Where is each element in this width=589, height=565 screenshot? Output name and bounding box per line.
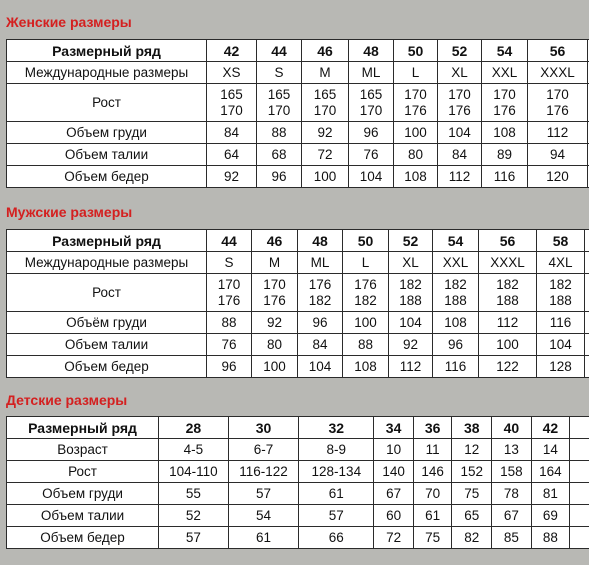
size-value-line: 170: [263, 276, 286, 292]
size-value-cell: 61: [413, 505, 452, 527]
size-value-cell: XL: [438, 62, 482, 84]
size-value-cell: 76: [207, 334, 252, 356]
kids-size-table: [6, 416, 589, 549]
size-value-cell: 12: [452, 439, 492, 461]
table-row: [7, 144, 589, 166]
size-value-cell: 88: [207, 312, 252, 334]
size-value-line: 176: [308, 276, 332, 292]
size-value-cell: 96: [349, 122, 394, 144]
size-value-cell: [302, 84, 349, 122]
size-header-cell: 40: [492, 417, 532, 439]
table-row: [7, 356, 589, 378]
size-value-cell: [528, 84, 588, 122]
size-header-cell: 52: [389, 230, 433, 252]
size-value-cell: 80: [252, 334, 298, 356]
size-value-cell: 78: [492, 483, 532, 505]
header-label: Размерный ряд: [7, 230, 207, 252]
filler-cell: [570, 439, 589, 461]
row-label: Объем бедер: [7, 166, 207, 188]
filler-cell: [570, 461, 589, 483]
size-value-line: 165: [359, 86, 383, 102]
size-value-cell: [343, 274, 389, 312]
size-value-cell: 76: [349, 144, 394, 166]
size-value-cell: 4XL: [537, 252, 585, 274]
size-value-cell: 55: [159, 483, 229, 505]
row-label: Международные размеры: [7, 252, 207, 274]
size-header-cell: 48: [349, 40, 394, 62]
size-value-cell: 146: [413, 461, 452, 483]
size-value-cell: 80: [394, 144, 438, 166]
filler-cell: [570, 417, 589, 439]
size-value-line: 176: [546, 102, 569, 118]
size-header-cell: 54: [482, 40, 528, 62]
size-value-line: 170: [493, 86, 516, 102]
size-value-cell: 6-7: [228, 439, 299, 461]
size-value-cell: [438, 84, 482, 122]
size-value-cell: 57: [299, 505, 374, 527]
size-value-line: 176: [448, 102, 471, 118]
size-value-cell: 116: [537, 312, 585, 334]
size-value-line: 188: [496, 292, 519, 308]
size-value-line: 176: [263, 292, 286, 308]
size-value-cell: 72: [302, 144, 349, 166]
size-value-cell: L: [343, 252, 389, 274]
size-value-cell: 94: [528, 144, 588, 166]
row-label: Объем бедер: [7, 356, 207, 378]
size-value-cell: XXL: [433, 252, 479, 274]
header-row: [7, 417, 589, 439]
size-value-cell: 85: [492, 527, 532, 549]
size-value-cell: 108: [433, 312, 479, 334]
size-value-cell: 54: [228, 505, 299, 527]
size-value-line: 170: [220, 102, 243, 118]
size-value-cell: 92: [252, 312, 298, 334]
size-value-cell: [207, 274, 252, 312]
size-value-cell: 112: [438, 166, 482, 188]
size-value-cell: [349, 84, 394, 122]
size-value-cell: 112: [528, 122, 588, 144]
size-value-cell: 75: [452, 483, 492, 505]
row-label: Объем талии: [7, 334, 207, 356]
size-header-cell: 50: [343, 230, 389, 252]
women-section-title: Женские размеры: [6, 14, 132, 30]
size-value-cell: 158: [492, 461, 532, 483]
size-header-cell: 56: [479, 230, 537, 252]
size-header-cell: 48: [298, 230, 343, 252]
row-label: Международные размеры: [7, 62, 207, 84]
size-value-cell: 100: [252, 356, 298, 378]
size-header-cell: 54: [433, 230, 479, 252]
filler-cell: [570, 505, 589, 527]
size-value-cell: 61: [299, 483, 374, 505]
kids-section-title: Детские размеры: [6, 392, 128, 408]
row-label: Объем талии: [7, 505, 159, 527]
size-value-cell: 57: [228, 483, 299, 505]
size-value-cell: 14: [531, 439, 570, 461]
size-value-cell: 57: [159, 527, 229, 549]
size-header-cell: 58: [537, 230, 585, 252]
filler-cell: [585, 252, 589, 274]
size-value-cell: [298, 274, 343, 312]
size-value-cell: 88: [531, 527, 570, 549]
table-row: [7, 274, 589, 312]
table-row: [7, 334, 589, 356]
size-value-cell: [394, 84, 438, 122]
size-value-cell: 65: [452, 505, 492, 527]
size-value-cell: [207, 84, 257, 122]
row-label: Объем груди: [7, 483, 159, 505]
size-value-cell: 92: [207, 166, 257, 188]
size-value-line: 182: [308, 292, 332, 308]
size-header-cell: 36: [413, 417, 452, 439]
header-row: [7, 40, 589, 62]
size-value-cell: 92: [302, 122, 349, 144]
size-value-cell: 8-9: [299, 439, 374, 461]
size-value-line: 176: [404, 102, 427, 118]
size-value-cell: [257, 84, 302, 122]
size-value-cell: 96: [433, 334, 479, 356]
table-row: [7, 483, 589, 505]
row-label: Возраст: [7, 439, 159, 461]
size-value-line: 170: [217, 276, 241, 292]
size-header-cell: 34: [374, 417, 414, 439]
size-value-cell: 164: [531, 461, 570, 483]
size-value-cell: 100: [343, 312, 389, 334]
row-label: Объем груди: [7, 122, 207, 144]
size-value-line: 170: [404, 86, 427, 102]
size-value-cell: ML: [298, 252, 343, 274]
size-value-line: 182: [549, 276, 572, 292]
size-value-cell: 96: [257, 166, 302, 188]
size-value-line: 182: [444, 276, 467, 292]
table-row: [7, 84, 589, 122]
size-header-cell: 44: [257, 40, 302, 62]
header-label: Размерный ряд: [7, 40, 207, 62]
size-value-cell: [479, 274, 537, 312]
size-value-line: 170: [359, 102, 383, 118]
size-value-line: 182: [399, 276, 422, 292]
size-value-line: 188: [399, 292, 422, 308]
size-value-cell: 152: [452, 461, 492, 483]
filler-cell: [570, 527, 589, 549]
filler-cell: [585, 356, 589, 378]
size-value-cell: 104: [389, 312, 433, 334]
size-value-cell: 104: [438, 122, 482, 144]
size-header-cell: 30: [228, 417, 299, 439]
size-value-cell: 69: [531, 505, 570, 527]
size-value-cell: 84: [207, 122, 257, 144]
size-value-cell: 68: [257, 144, 302, 166]
size-value-cell: [482, 84, 528, 122]
size-value-cell: 108: [482, 122, 528, 144]
size-value-cell: 116: [482, 166, 528, 188]
size-value-line: 182: [496, 276, 519, 292]
size-value-cell: XXXL: [479, 252, 537, 274]
table-row: [7, 505, 589, 527]
size-header-cell: 56: [528, 40, 588, 62]
filler-cell: [585, 312, 589, 334]
size-value-cell: [433, 274, 479, 312]
men-size-table: [6, 229, 589, 378]
size-header-cell: 50: [394, 40, 438, 62]
size-value-cell: 96: [207, 356, 252, 378]
size-value-cell: [537, 274, 585, 312]
men-section-title: Мужские размеры: [6, 204, 133, 220]
size-value-cell: 72: [374, 527, 414, 549]
size-value-cell: 84: [298, 334, 343, 356]
size-value-line: 170: [546, 86, 569, 102]
size-value-line: 170: [448, 86, 471, 102]
size-value-cell: 120: [528, 166, 588, 188]
size-value-cell: 88: [343, 334, 389, 356]
size-value-line: 182: [354, 292, 377, 308]
size-value-cell: 70: [413, 483, 452, 505]
size-value-cell: 82: [452, 527, 492, 549]
size-value-cell: 112: [479, 312, 537, 334]
table-row: [7, 439, 589, 461]
size-value-line: 176: [217, 292, 241, 308]
size-value-cell: 64: [207, 144, 257, 166]
size-value-cell: 128: [537, 356, 585, 378]
women-size-table: [6, 39, 589, 188]
size-value-cell: 75: [413, 527, 452, 549]
size-value-cell: XXL: [482, 62, 528, 84]
size-value-cell: 4-5: [159, 439, 229, 461]
row-label: Объем бедер: [7, 527, 159, 549]
filler-cell: [585, 230, 589, 252]
size-header-cell: 32: [299, 417, 374, 439]
size-value-cell: XS: [207, 62, 257, 84]
size-value-cell: 104-110: [159, 461, 229, 483]
size-value-cell: S: [207, 252, 252, 274]
size-value-cell: 108: [343, 356, 389, 378]
table-row: [7, 62, 589, 84]
size-value-cell: 66: [299, 527, 374, 549]
header-label: Размерный ряд: [7, 417, 159, 439]
size-value-cell: 100: [302, 166, 349, 188]
size-value-cell: 81: [531, 483, 570, 505]
size-value-cell: 100: [394, 122, 438, 144]
size-value-cell: 104: [298, 356, 343, 378]
size-value-cell: 88: [257, 122, 302, 144]
size-value-cell: L: [394, 62, 438, 84]
size-value-cell: 112: [389, 356, 433, 378]
size-header-cell: 42: [207, 40, 257, 62]
row-label: Рост: [7, 84, 207, 122]
size-header-cell: 46: [302, 40, 349, 62]
size-header-cell: 44: [207, 230, 252, 252]
size-header-cell: 46: [252, 230, 298, 252]
size-value-cell: 67: [374, 483, 414, 505]
size-value-cell: 52: [159, 505, 229, 527]
size-value-cell: 116-122: [228, 461, 299, 483]
filler-cell: [585, 334, 589, 356]
size-value-line: 188: [444, 292, 467, 308]
size-value-cell: 100: [479, 334, 537, 356]
size-value-cell: 96: [298, 312, 343, 334]
size-value-cell: 122: [479, 356, 537, 378]
size-value-cell: 104: [349, 166, 394, 188]
table-row: [7, 252, 589, 274]
filler-cell: [570, 483, 589, 505]
table-row: [7, 461, 589, 483]
filler-cell: [585, 274, 589, 312]
size-value-cell: 89: [482, 144, 528, 166]
size-header-cell: 52: [438, 40, 482, 62]
size-value-line: 165: [267, 86, 291, 102]
size-value-cell: XXXL: [528, 62, 588, 84]
row-label: Рост: [7, 274, 207, 312]
size-value-cell: XL: [389, 252, 433, 274]
size-value-cell: [252, 274, 298, 312]
size-value-cell: 104: [537, 334, 585, 356]
size-value-line: 165: [313, 86, 337, 102]
size-value-line: 170: [267, 102, 291, 118]
row-label: Объем талии: [7, 144, 207, 166]
size-value-cell: 13: [492, 439, 532, 461]
size-value-line: 176: [354, 276, 377, 292]
row-label: Рост: [7, 461, 159, 483]
size-value-cell: 10: [374, 439, 414, 461]
size-header-cell: 42: [531, 417, 570, 439]
size-value-cell: ML: [349, 62, 394, 84]
size-value-cell: 108: [394, 166, 438, 188]
size-value-cell: 84: [438, 144, 482, 166]
size-value-cell: S: [257, 62, 302, 84]
size-value-line: 165: [220, 86, 243, 102]
size-value-cell: 116: [433, 356, 479, 378]
size-header-cell: 28: [159, 417, 229, 439]
size-value-cell: M: [302, 62, 349, 84]
size-value-line: 188: [549, 292, 572, 308]
size-value-cell: 92: [389, 334, 433, 356]
table-row: [7, 122, 589, 144]
size-value-cell: 67: [492, 505, 532, 527]
table-row: [7, 166, 589, 188]
table-row: [7, 527, 589, 549]
size-value-cell: [389, 274, 433, 312]
header-row: [7, 230, 589, 252]
row-label: Объём груди: [7, 312, 207, 334]
size-value-cell: 60: [374, 505, 414, 527]
size-value-cell: 140: [374, 461, 414, 483]
size-value-cell: M: [252, 252, 298, 274]
size-value-line: 176: [493, 102, 516, 118]
size-value-cell: 61: [228, 527, 299, 549]
size-header-cell: 38: [452, 417, 492, 439]
size-value-cell: 128-134: [299, 461, 374, 483]
size-value-line: 170: [313, 102, 337, 118]
size-value-cell: 11: [413, 439, 452, 461]
table-row: [7, 312, 589, 334]
